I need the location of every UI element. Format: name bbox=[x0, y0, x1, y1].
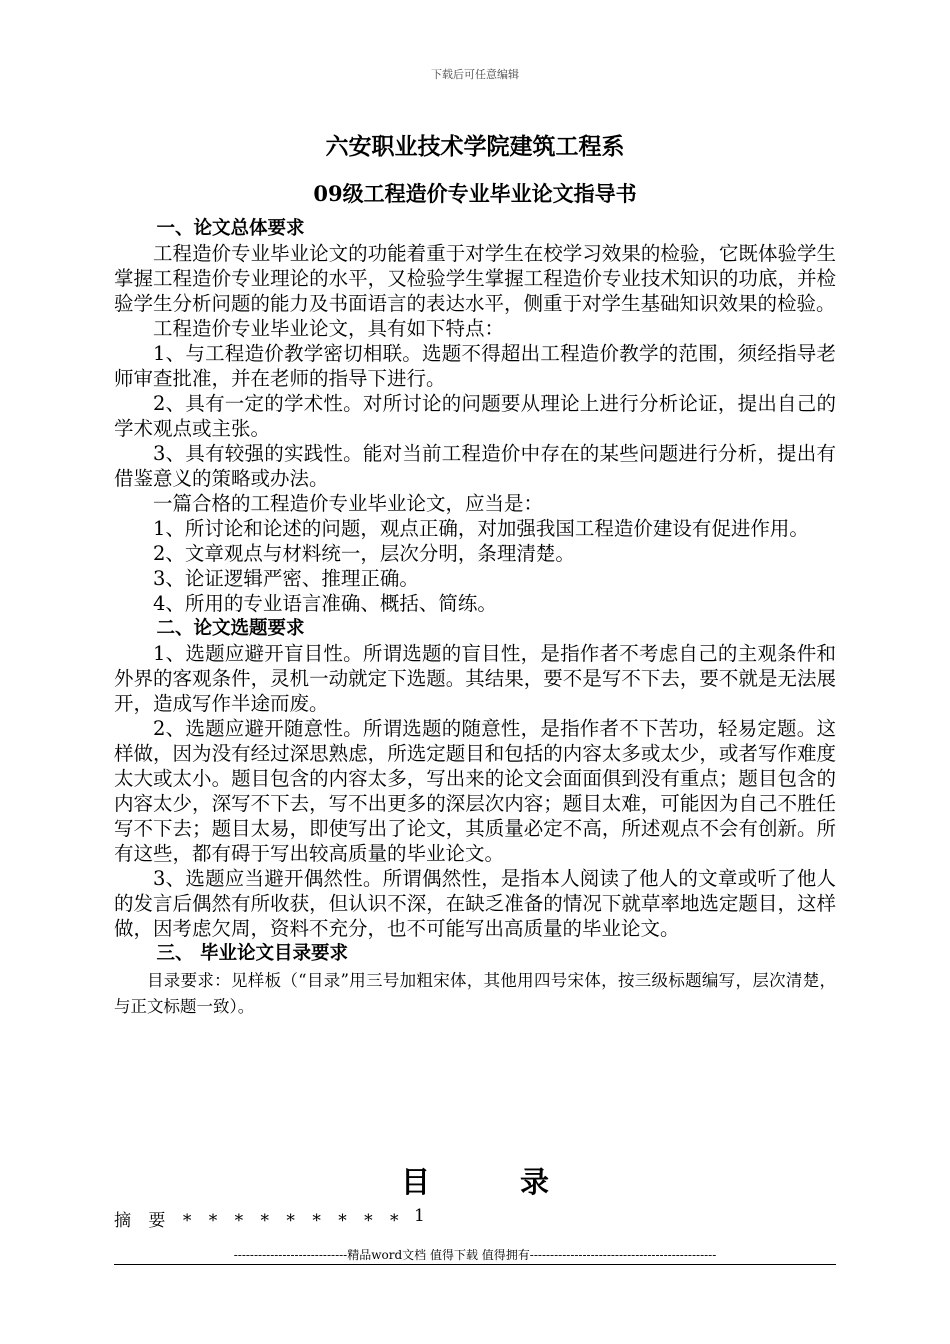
footer-text: ----------------------------精品word文档 值得下载 值得拥有---------------------------------------------- bbox=[233, 1248, 717, 1262]
paragraph: 一篇合格的工程造价专业毕业论文，应当是： bbox=[153, 492, 544, 515]
toc-entry bbox=[114, 1206, 425, 1231]
section-heading: 二、论文选题要求 bbox=[156, 618, 305, 639]
paragraph: 3、论证逻辑严密、推理正确。 bbox=[153, 567, 419, 590]
header-note: 下载后可任意编辑 bbox=[431, 68, 519, 81]
paragraph: 4、所用的专业语言准确、概括、简练。 bbox=[153, 592, 497, 615]
toc-entry-leader: * * * * * * * * * bbox=[182, 1211, 405, 1231]
section-heading: 一、论文总体要求 bbox=[156, 218, 305, 239]
paragraph: 2、文章观点与材料统一，层次分明，条理清楚。 bbox=[153, 542, 575, 565]
document-body bbox=[114, 216, 836, 1020]
paragraph: 目录要求：见样板（“目录”用三号加粗宋体，其他用四号宋体，按三级标题编写，层次清楚，与正文标题一致）。 bbox=[114, 971, 836, 1016]
section-heading: 三、 毕业论文目录要求 bbox=[156, 943, 348, 964]
paragraph: 2、选题应避开随意性。所谓选题的随意性，是指作者不下苦功，轻易定题。这样做，因为没有经过深思熟虑，所选定题目和包括的内容太多或太少，或者写作难度太大或太小。题目包含的内容太多，写出来的论文会面面俱到没有重点；题目包含的内容太少，深写不下去，写不出更多的深层次内容；题目太难，可能因为自己不胜任写不下去；题目太易，即使写出了论文，其质量必定不高，所述观点不会有创新。所有这些，都有碍于写出较高质量的毕业论文。 bbox=[114, 717, 836, 865]
paragraph: 3、选题应当避开偶然性。所谓偶然性，是指本人阅读了他人的文章或听了他人的发言后偶然有所收获，但认识不深，在缺乏准备的情况下就草率地选定题目，这样做，因考虑欠周，资料不充分，也不可能写出高质量的毕业论文。 bbox=[114, 867, 836, 940]
paragraph: 工程造价专业毕业论文，具有如下特点： bbox=[153, 317, 505, 340]
paragraph: 1、与工程造价教学密切相联。选题不得超出工程造价教学的范围，须经指导老师审查批准，并在老师的指导下进行。 bbox=[114, 342, 836, 390]
paragraph: 1、选题应避开盲目性。所谓选题的盲目性，是指作者不考虑自己的主观条件和外界的客观条件，灵机一动就定下选题。其结果，要不是写不下去，要不就是无法展开，造成写作半途而废。 bbox=[114, 642, 836, 715]
toc-title: 目 录 bbox=[400, 1165, 590, 1199]
toc-entry-page: 1 bbox=[414, 1206, 425, 1226]
paragraph: 1、所讨论和论述的问题，观点正确，对加强我国工程造价建设有促进作用。 bbox=[153, 517, 809, 540]
paragraph: 3、具有较强的实践性。能对当前工程造价中存在的某些问题进行分析，提出有借鉴意义的策略或办法。 bbox=[114, 442, 836, 490]
footer-divider bbox=[114, 1264, 836, 1265]
document-subtitle: 09级工程造价专业毕业论文指导书 bbox=[313, 181, 637, 206]
toc-entry-label: 摘 要 bbox=[114, 1211, 172, 1231]
paragraph: 2、具有一定的学术性。对所讨论的问题要从理论上进行分析论证，提出自己的学术观点或主张。 bbox=[114, 392, 836, 440]
paragraph: 工程造价专业毕业论文的功能着重于对学生在校学习效果的检验，它既体验学生掌握工程造价专业理论的水平，又检验学生掌握工程造价专业技术知识的功底，并检验学生分析问题的能力及书面语言的表达水平，侧重于对学生基础知识效果的检验。 bbox=[114, 242, 836, 315]
document-title: 六安职业技术学院建筑工程系 bbox=[325, 133, 625, 160]
